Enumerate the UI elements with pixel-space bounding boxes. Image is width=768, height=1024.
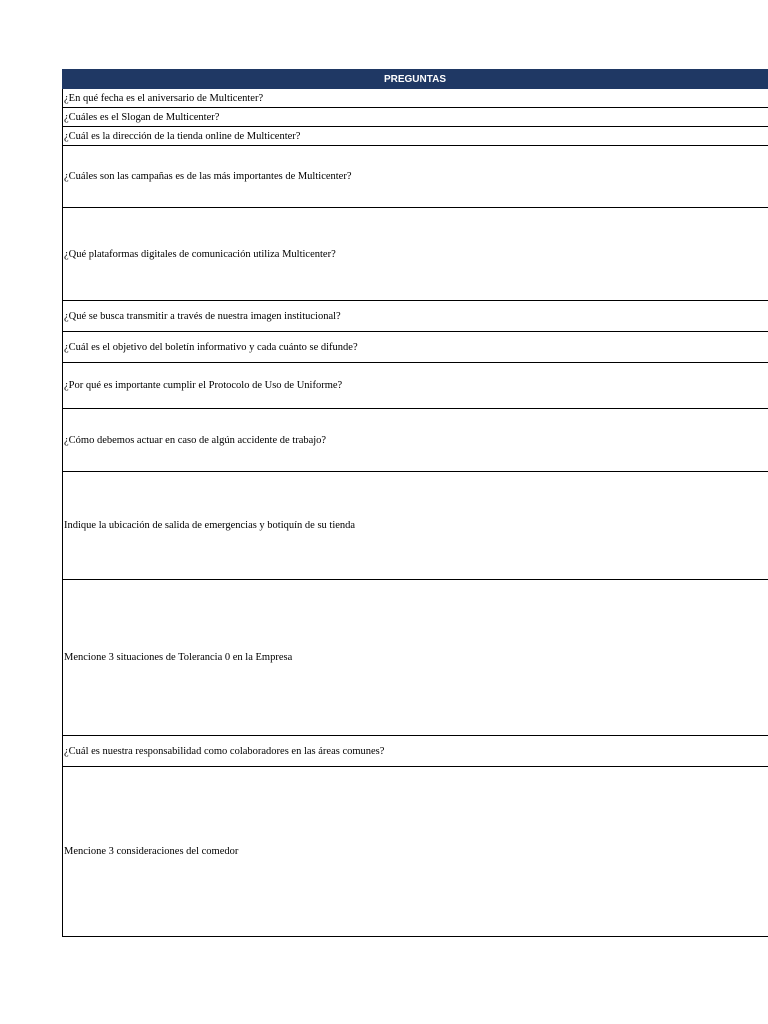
table-body: [62, 89, 768, 937]
question-row-1: ¿En qué fecha es el aniversario de Multicenter?: [63, 89, 768, 108]
question-row-2: ¿Cuáles es el Slogan de Multicenter?: [63, 108, 768, 127]
question-row-7: ¿Cuál es el objetivo del boletín informativo y cada cuánto se difunde?: [63, 332, 768, 363]
question-row-6: ¿Qué se busca transmitir a través de nuestra imagen institucional?: [63, 301, 768, 332]
question-row-13: Mencione 3 consideraciones del comedor: [63, 767, 768, 937]
question-row-11: Mencione 3 situaciones de Tolerancia 0 en la Empresa: [63, 580, 768, 736]
questions-table: [62, 69, 768, 937]
question-row-10: Indique la ubicación de salida de emergencias y botiquín de su tienda: [63, 472, 768, 580]
question-row-8: ¿Por qué es importante cumplir el Protocolo de Uso de Uniforme?: [63, 363, 768, 409]
question-row-3: ¿Cuál es la dirección de la tienda online de Multicenter?: [63, 127, 768, 146]
table-header: PREGUNTAS: [62, 69, 768, 89]
question-row-5: ¿Qué plataformas digitales de comunicación utiliza Multicenter?: [63, 208, 768, 301]
question-row-4: ¿Cuáles son las campañas es de las más importantes de Multicenter?: [63, 146, 768, 208]
question-row-9: ¿Cómo debemos actuar en caso de algún accidente de trabajo?: [63, 409, 768, 472]
question-row-12: ¿Cuál es nuestra responsabilidad como colaboradores en las áreas comunes?: [63, 736, 768, 767]
